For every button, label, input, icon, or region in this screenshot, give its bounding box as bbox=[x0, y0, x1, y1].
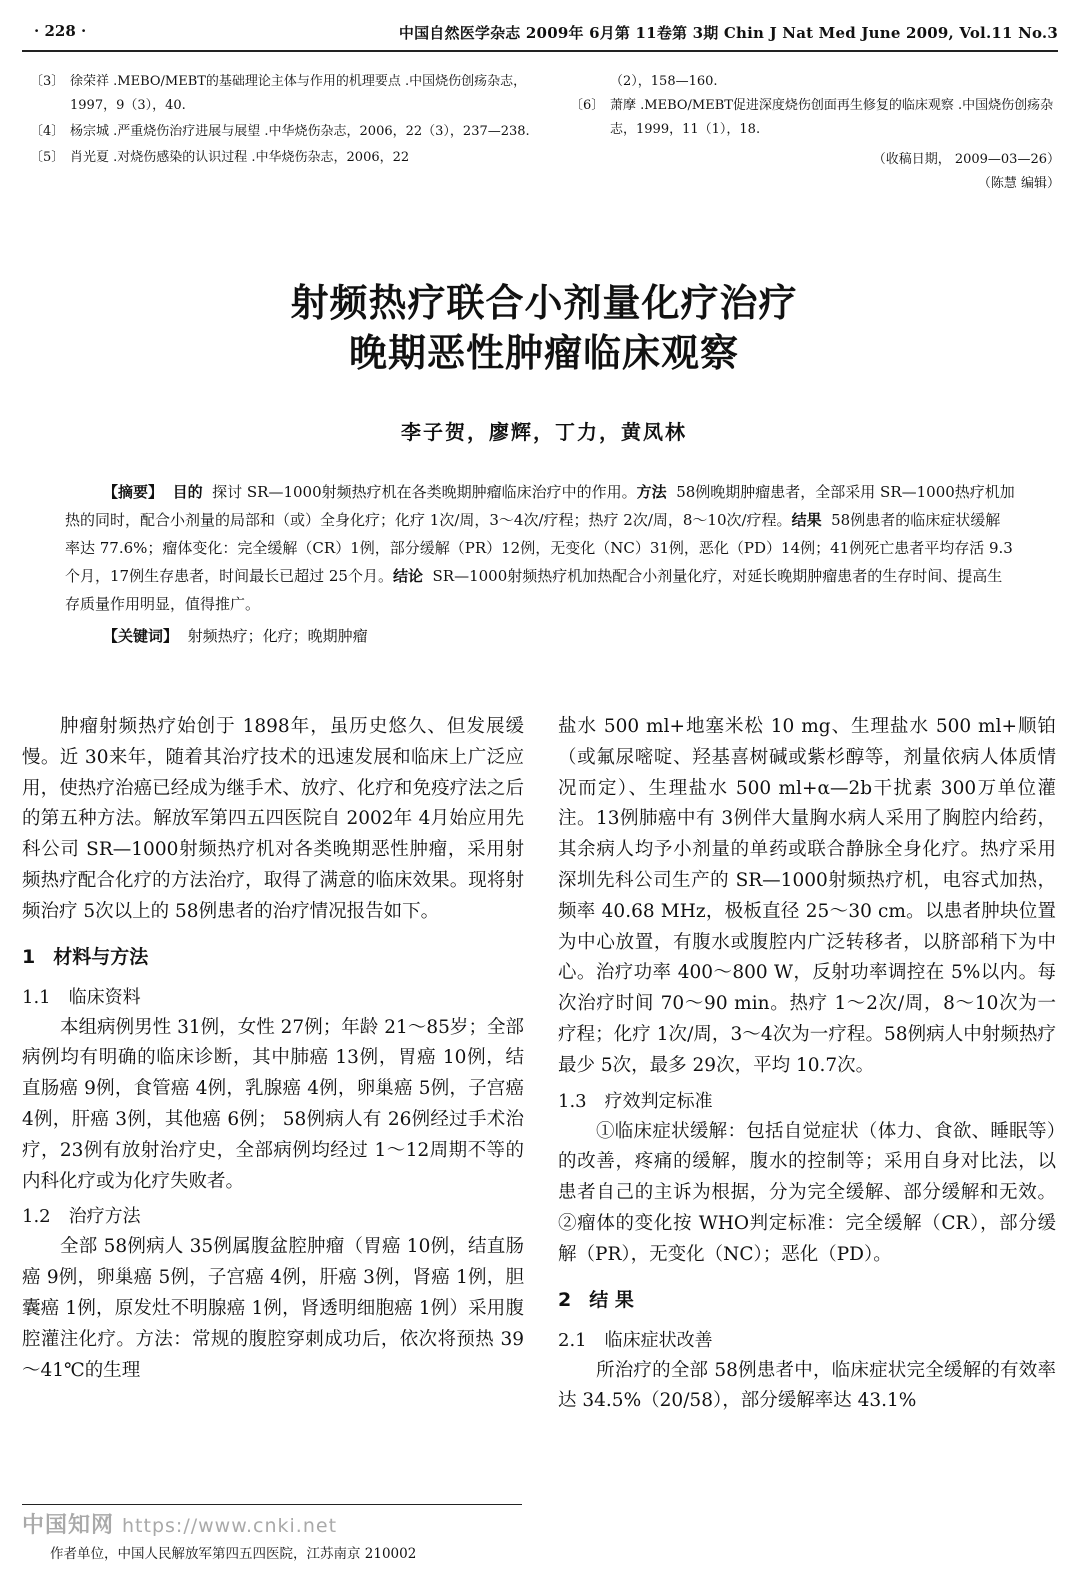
intro-paragraph: 肿瘤射频热疗始创于 1898年，虽历史悠久、但发展缓慢。近 30来年，随着其治疗技术的迅速发展和临床上广泛应用，使热疗治癌已经成为继手术、放疗、化疗和免疫疗法之后的第五种方法。解放军第四五四医院自 2002年 4月始应用先科公司 SR—1000射频热疗机对各类晚期恶性肿瘤，采用射频热疗配合化疗的方法治疗，取得了满意的临床效果。现将射频治疗 5次以上的 58例患者的治疗情况报告如下。 bbox=[22, 716, 524, 922]
symptom-improvement-paragraph: 所治疗的全部 58例患者中，临床症状完全缓解的有效率达 34.5%（20/58），部分缓解率达 43.1% bbox=[558, 1359, 1056, 1412]
results-label: 结果 bbox=[791, 511, 822, 529]
title-line-2: 晚期恶性肿瘤临床观察 bbox=[348, 330, 739, 375]
subsection-heading-1-1 bbox=[22, 982, 524, 1013]
received-date: （收稿日期， 2009—03—26） bbox=[872, 152, 1060, 167]
methods-text: 58例晚期肿瘤患者，全部采用 SR—1000热疗机加热的同时，配合小剂量的局部和（或）全身化疗；化疗 1次/周，3～4次/疗程；热疗 2次/周，8～10次/疗程。 bbox=[65, 483, 1015, 529]
watermark-url: https://www.cnki.net bbox=[122, 1515, 338, 1537]
objective-label: 目的 bbox=[172, 483, 203, 501]
subsection-number: 1.3 bbox=[558, 1090, 587, 1112]
reference-number: 〔3〕 bbox=[30, 74, 65, 89]
journal-info: 中国自然医学杂志 2009年 6月第 11卷第 3期 Chin J Nat Med June 2009, Vol.11 No.3 bbox=[398, 24, 1058, 42]
reference-item bbox=[570, 94, 1060, 142]
objective-text: 探讨 SR—1000射频热疗机在各类晚期肿瘤临床治疗中的作用。 bbox=[212, 483, 637, 501]
section-heading-1 bbox=[22, 942, 524, 972]
subsection-title: 治疗方法 bbox=[68, 1206, 141, 1228]
reference-item bbox=[30, 120, 530, 144]
abstract-label: 【摘要】 bbox=[103, 483, 164, 501]
reference-text: 徐荣祥 .MEBO/MEBT的基础理论主体与作用的机理要点 .中国烧伤创疡杂志，1997，9（3），40. bbox=[70, 74, 527, 113]
subsection-title: 疗效判定标准 bbox=[604, 1090, 713, 1112]
cnki-watermark bbox=[22, 1508, 337, 1539]
subsection-title: 临床资料 bbox=[68, 986, 141, 1008]
subsection-heading-1-2 bbox=[22, 1201, 524, 1232]
reference-item bbox=[30, 70, 530, 118]
conclusion-label: 结论 bbox=[392, 567, 423, 585]
body-left-column bbox=[22, 712, 524, 1386]
footnote-rule bbox=[22, 1504, 522, 1505]
methods-label: 方法 bbox=[636, 483, 667, 501]
section-title: 结 果 bbox=[589, 1288, 634, 1311]
subsection-heading-2-1 bbox=[558, 1325, 1056, 1356]
criteria-paragraph: ①临床症状缓解：包括自觉症状（体力、食欲、睡眠等）的改善，疼痛的缓解，腹水的控制等；采用自身对比法，以患者自己的主诉为根据，分为完全缓解、部分缓解和无效。②瘤体的变化按 WHO判定标准：完全缓解（CR），部分缓解（PR），无变化（NC）；恶化（PD）。 bbox=[558, 1120, 1056, 1265]
subsection-number: 1.1 bbox=[22, 986, 51, 1008]
article-title bbox=[0, 278, 1088, 378]
editor-note: （陈慧 编辑） bbox=[977, 176, 1060, 191]
watermark-text: 中国知网 bbox=[22, 1513, 115, 1538]
subsection-title: 临床症状改善 bbox=[604, 1329, 713, 1351]
keywords-label: 【关键词】 bbox=[103, 627, 179, 645]
subsection-heading-1-3 bbox=[558, 1086, 1056, 1117]
section-heading-2 bbox=[558, 1285, 1056, 1315]
running-header bbox=[22, 16, 1058, 52]
page-number: · 228 · bbox=[34, 22, 87, 40]
conclusion-text: SR—1000射频热疗机加热配合小剂量化疗，对延长晚期肿瘤患者的生存时间、提高生存质量作用明显，值得推广。 bbox=[65, 567, 1003, 613]
clinical-data-paragraph: 本组病例男性 31例，女性 27例；年龄 21～85岁；全部病例均有明确的临床诊断，其中肺癌 13例，胃癌 10例，结直肠癌 9例，食管癌 4例，乳腺癌 4例，卵巢癌 5例，子宫癌 4例，肝癌 3例，其他癌 6例； 58例病人有 26例经过手术治疗，23例有放射治疗史，全部病例均经过 1～12周期不等的内科化疗或为化疗失败者。 bbox=[22, 1016, 524, 1192]
section-number: 1 bbox=[22, 945, 36, 968]
section-number: 2 bbox=[558, 1288, 572, 1311]
title-line-1: 射频热疗联合小剂量化疗治疗 bbox=[290, 280, 798, 325]
author-affiliation: 作者单位，中国人民解放军第四五四医院，江苏南京 210002 bbox=[50, 1546, 417, 1562]
reference-number: 〔4〕 bbox=[30, 124, 65, 139]
subsection-number: 1.2 bbox=[22, 1206, 51, 1228]
keywords bbox=[65, 622, 1015, 650]
reference-number: 〔5〕 bbox=[30, 150, 65, 165]
references-left-column bbox=[30, 70, 530, 172]
reference-number: 〔6〕 bbox=[570, 98, 605, 113]
section-title: 材料与方法 bbox=[53, 945, 149, 968]
results-text: 58例患者的临床症状缓解率达 77.6%；瘤体变化：完全缓解（CR）1例，部分缓解（PR）12例，无变化（NC）31例，恶化（PD）14例；41例死亡患者平均存活 9.3个月，17例生存患者，时间最长已超过 25个月。 bbox=[65, 511, 1013, 585]
authors: 李子贺，廖辉，丁力，黄凤林 bbox=[401, 420, 687, 444]
references-right-column bbox=[570, 70, 1060, 196]
body-right-column bbox=[558, 712, 1056, 1417]
reference-item bbox=[30, 146, 530, 170]
treatment-paragraph-continued: 盐水 500 ml+地塞米松 10 mg、生理盐水 500 ml+顺铂（或氟尿嘧啶、羟基喜树碱或紫杉醇等，剂量依病人体质情况而定）、生理盐水 500 ml+α—2b干扰素 300万单位灌注。13例肺癌中有 3例伴大量胸水病人采用了胸腔内给药，其余病人均予小剂量的单药或联合静脉全身化疗。热疗采用深圳先科公司生产的 SR—1000射频热疗机，电容式加热，频率 40.68 MHz，极板直径 25～30 cm。以患者肿块位置为中心放置，有腹水或腹腔内广泛转移者，以脐部稍下为中心。治疗功率 400～800 W，反射功率调控在 5%以内。每次治疗时间 70～90 min。热疗 1～2次/周，8～10次为一疗程；化疗 1次/周，3～4次为一疗程。58例病人中射频热疗最少 5次，最多 29次，平均 10.7次。 bbox=[558, 716, 1056, 1076]
previous-article-references bbox=[30, 70, 1060, 220]
reference-text: 肖光夏 .对烧伤感染的认识过程 .中华烧伤杂志，2006，22 bbox=[70, 150, 410, 165]
abstract bbox=[65, 478, 1015, 650]
treatment-paragraph: 全部 58例病人 35例属腹盆腔肿瘤（胃癌 10例，结直肠癌 9例，卵巢癌 5例，子宫癌 4例，肝癌 3例，肾癌 1例，胆囊癌 1例，原发灶不明腺癌 1例，肾透明细胞癌 1例）采用腹腔灌注化疗。方法：常规的腹腔穿刺成功后，依次将预热 39～41℃的生理 bbox=[22, 1236, 524, 1381]
keywords-text: 射频热疗；化疗；晚期肿瘤 bbox=[187, 627, 368, 645]
reference-text: 杨宗城 .严重烧伤治疗进展与展望 .中华烧伤杂志，2006，22（3），237—238. bbox=[70, 124, 530, 139]
reference-text: 萧摩 .MEBO/MEBT促进深度烧伤创面再生修复的临床观察 .中国烧伤创疡杂志，1999，11（1），18. bbox=[610, 98, 1054, 137]
reference-continuation: （2），158—160. bbox=[610, 74, 718, 89]
subsection-number: 2.1 bbox=[558, 1329, 587, 1351]
